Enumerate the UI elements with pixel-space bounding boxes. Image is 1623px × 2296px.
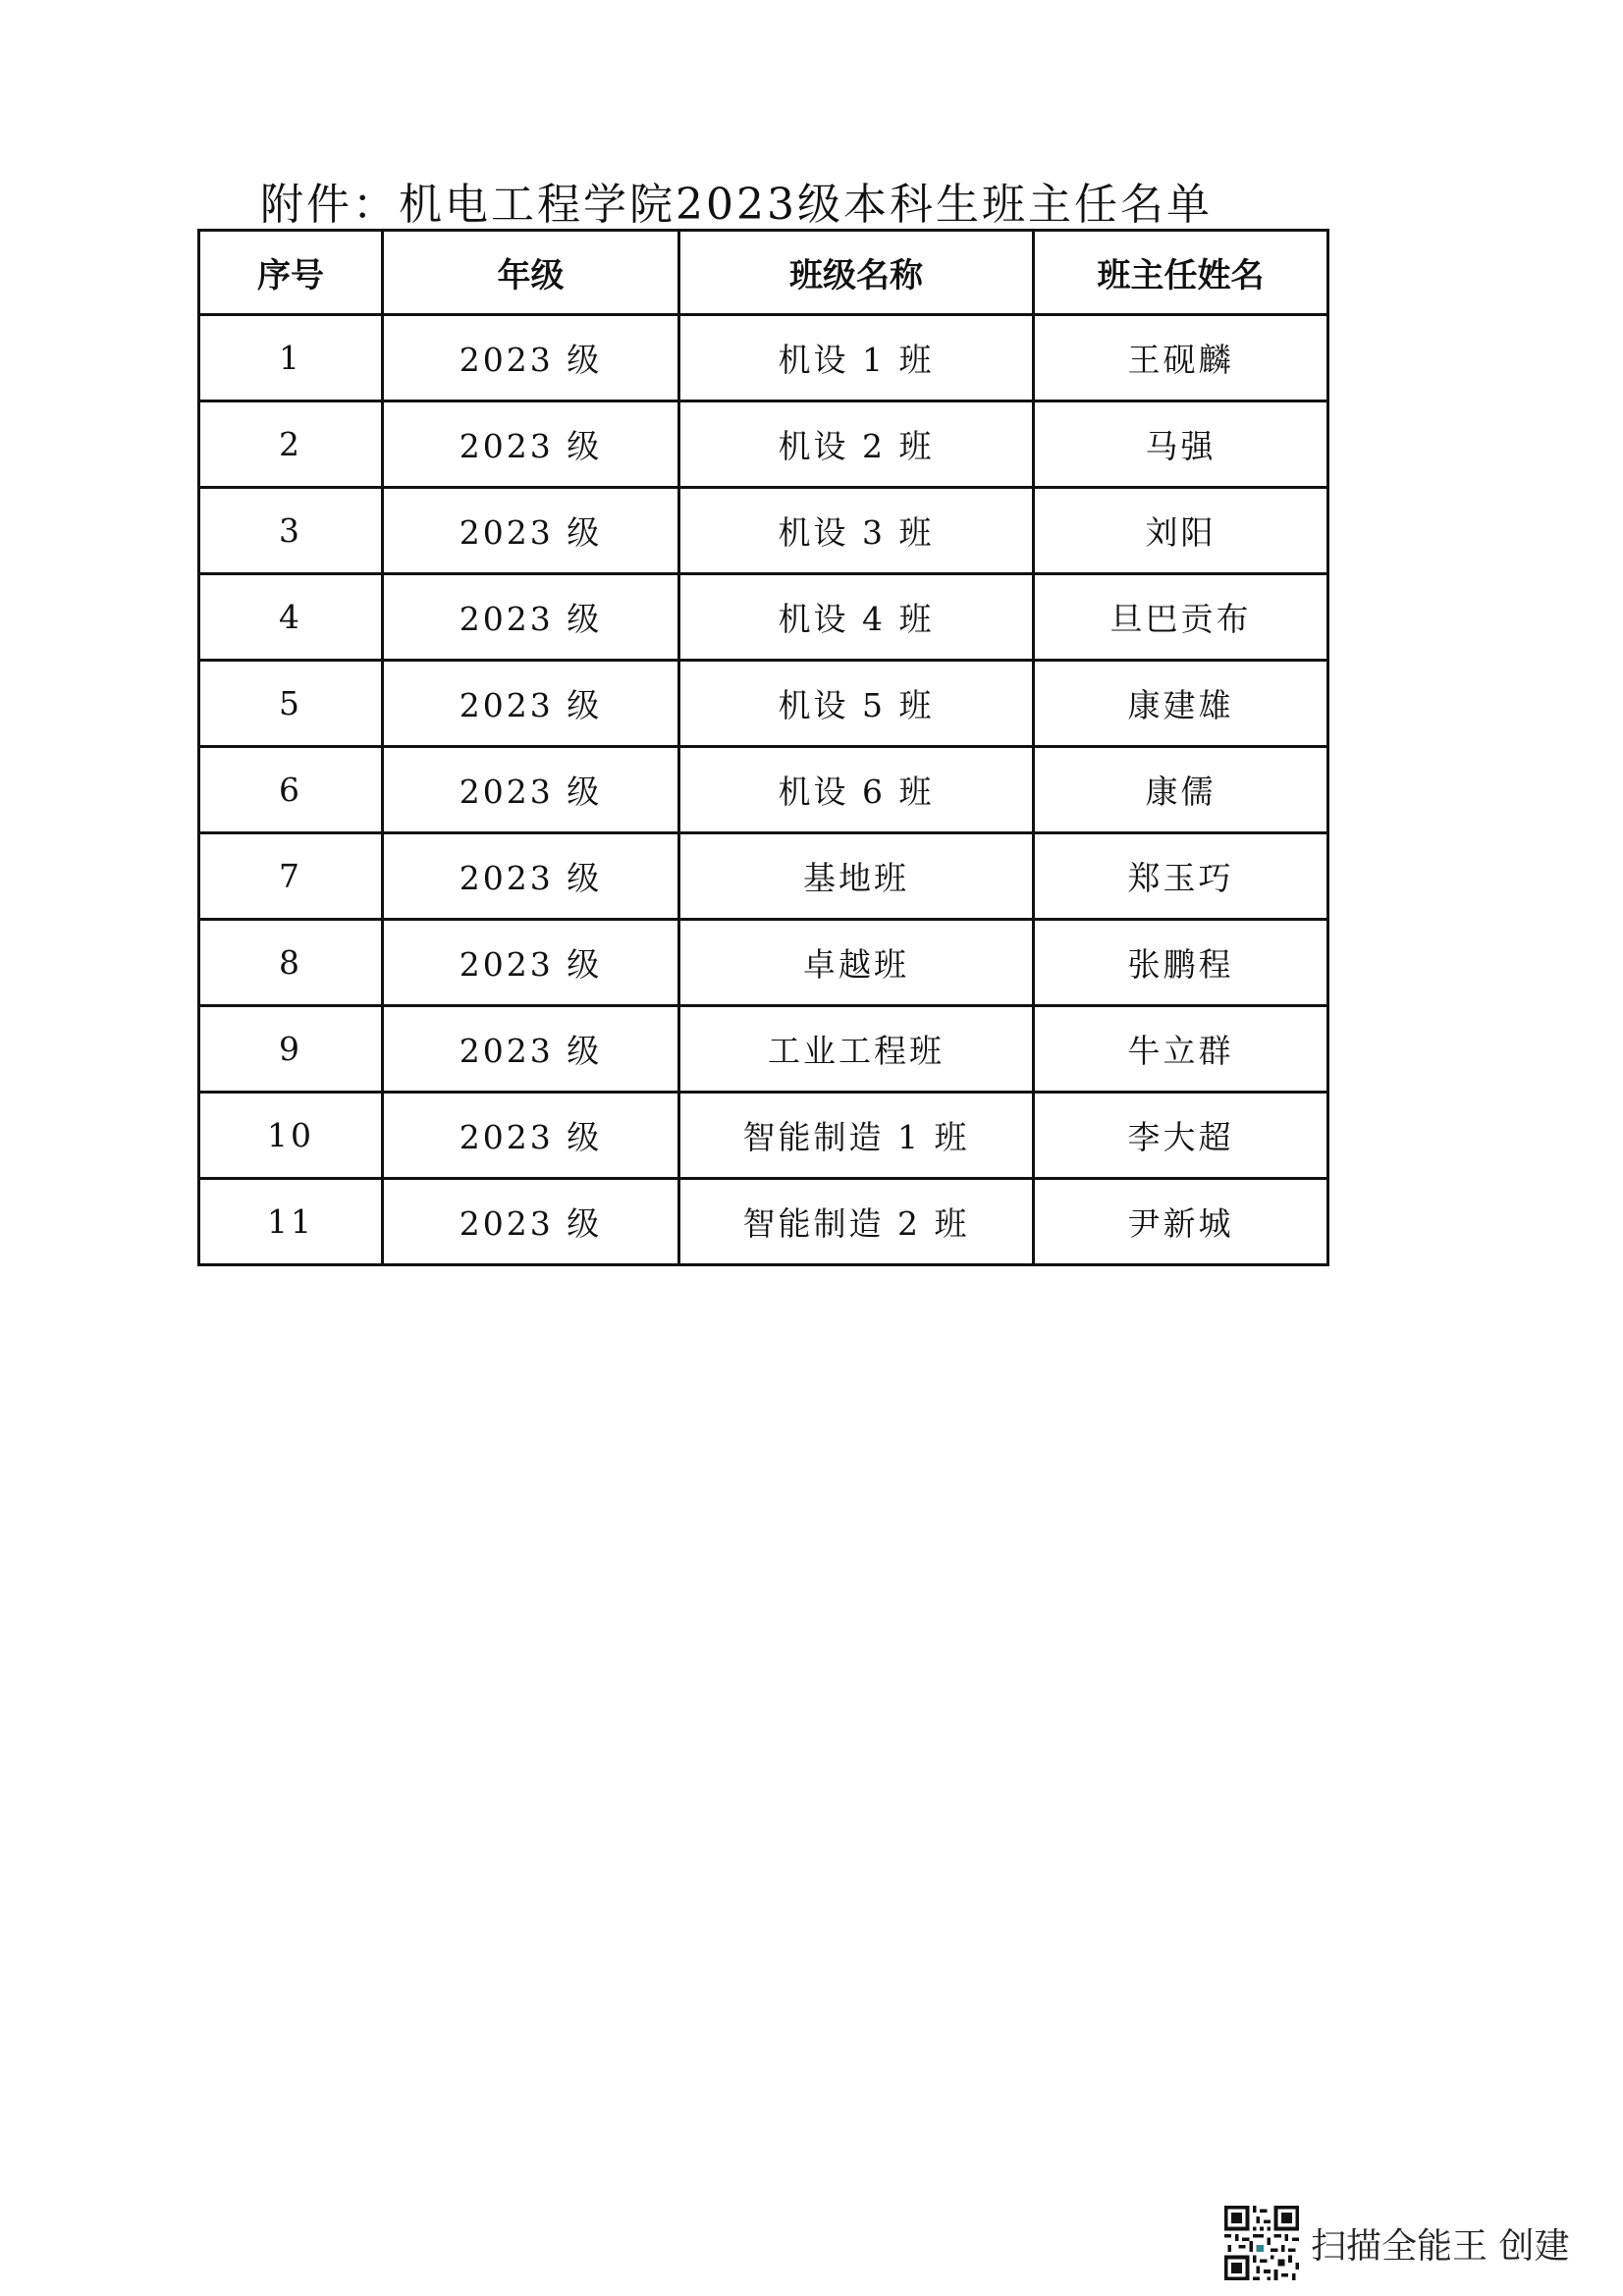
page-title: 附件：机电工程学院2023级本科生班主任名单 bbox=[260, 180, 1213, 230]
table-row bbox=[199, 401, 1328, 488]
cell-class-name: 机设 3 班 bbox=[679, 488, 1034, 574]
cell-advisor-name: 康建雄 bbox=[1034, 661, 1328, 747]
cell-grade: 2023 级 bbox=[383, 1093, 679, 1179]
cell-grade: 2023 级 bbox=[383, 488, 679, 574]
cell-advisor-name: 尹新城 bbox=[1034, 1179, 1328, 1265]
cell-seq: 2 bbox=[199, 401, 383, 488]
watermark-text: 扫描全能王 创建 bbox=[1311, 2225, 1570, 2267]
cell-grade: 2023 级 bbox=[383, 1179, 679, 1265]
cell-advisor-name: 郑玉巧 bbox=[1034, 833, 1328, 920]
table-row bbox=[199, 747, 1328, 833]
table-row bbox=[199, 1006, 1328, 1093]
cell-seq: 8 bbox=[199, 920, 383, 1006]
cell-class-name: 工业工程班 bbox=[679, 1006, 1034, 1093]
header-grade: 年级 bbox=[383, 231, 679, 315]
cell-advisor-name: 马强 bbox=[1034, 401, 1328, 488]
scanner-watermark bbox=[1224, 2206, 1569, 2280]
class-advisor-table bbox=[197, 229, 1329, 1266]
cell-class-name: 智能制造 2 班 bbox=[679, 1179, 1034, 1265]
cell-seq: 11 bbox=[199, 1179, 383, 1265]
cell-seq: 6 bbox=[199, 747, 383, 833]
table-row bbox=[199, 920, 1328, 1006]
cell-class-name: 机设 2 班 bbox=[679, 401, 1034, 488]
cell-seq: 9 bbox=[199, 1006, 383, 1093]
cell-class-name: 卓越班 bbox=[679, 920, 1034, 1006]
cell-seq: 10 bbox=[199, 1093, 383, 1179]
table-row bbox=[199, 1093, 1328, 1179]
table-row bbox=[199, 661, 1328, 747]
cell-class-name: 机设 4 班 bbox=[679, 574, 1034, 661]
table-row bbox=[199, 488, 1328, 574]
table-row bbox=[199, 315, 1328, 401]
cell-advisor-name: 王砚麟 bbox=[1034, 315, 1328, 401]
cell-class-name: 基地班 bbox=[679, 833, 1034, 920]
cell-grade: 2023 级 bbox=[383, 315, 679, 401]
header-seq: 序号 bbox=[199, 231, 383, 315]
cell-seq: 7 bbox=[199, 833, 383, 920]
header-advisor-name: 班主任姓名 bbox=[1034, 231, 1328, 315]
cell-advisor-name: 李大超 bbox=[1034, 1093, 1328, 1179]
cell-grade: 2023 级 bbox=[383, 920, 679, 1006]
cell-advisor-name: 旦巴贡布 bbox=[1034, 574, 1328, 661]
qr-code-icon bbox=[1224, 2206, 1299, 2280]
table-header-row bbox=[199, 231, 1328, 315]
cell-seq: 4 bbox=[199, 574, 383, 661]
header-class-name: 班级名称 bbox=[679, 231, 1034, 315]
table-row bbox=[199, 1179, 1328, 1265]
cell-seq: 3 bbox=[199, 488, 383, 574]
cell-grade: 2023 级 bbox=[383, 833, 679, 920]
table-row bbox=[199, 574, 1328, 661]
cell-seq: 1 bbox=[199, 315, 383, 401]
cell-grade: 2023 级 bbox=[383, 747, 679, 833]
cell-class-name: 机设 5 班 bbox=[679, 661, 1034, 747]
cell-class-name: 机设 6 班 bbox=[679, 747, 1034, 833]
cell-advisor-name: 刘阳 bbox=[1034, 488, 1328, 574]
cell-grade: 2023 级 bbox=[383, 401, 679, 488]
cell-advisor-name: 康儒 bbox=[1034, 747, 1328, 833]
cell-grade: 2023 级 bbox=[383, 661, 679, 747]
cell-advisor-name: 牛立群 bbox=[1034, 1006, 1328, 1093]
cell-advisor-name: 张鹏程 bbox=[1034, 920, 1328, 1006]
cell-class-name: 机设 1 班 bbox=[679, 315, 1034, 401]
cell-class-name: 智能制造 1 班 bbox=[679, 1093, 1034, 1179]
cell-grade: 2023 级 bbox=[383, 574, 679, 661]
cell-grade: 2023 级 bbox=[383, 1006, 679, 1093]
table-row bbox=[199, 833, 1328, 920]
cell-seq: 5 bbox=[199, 661, 383, 747]
